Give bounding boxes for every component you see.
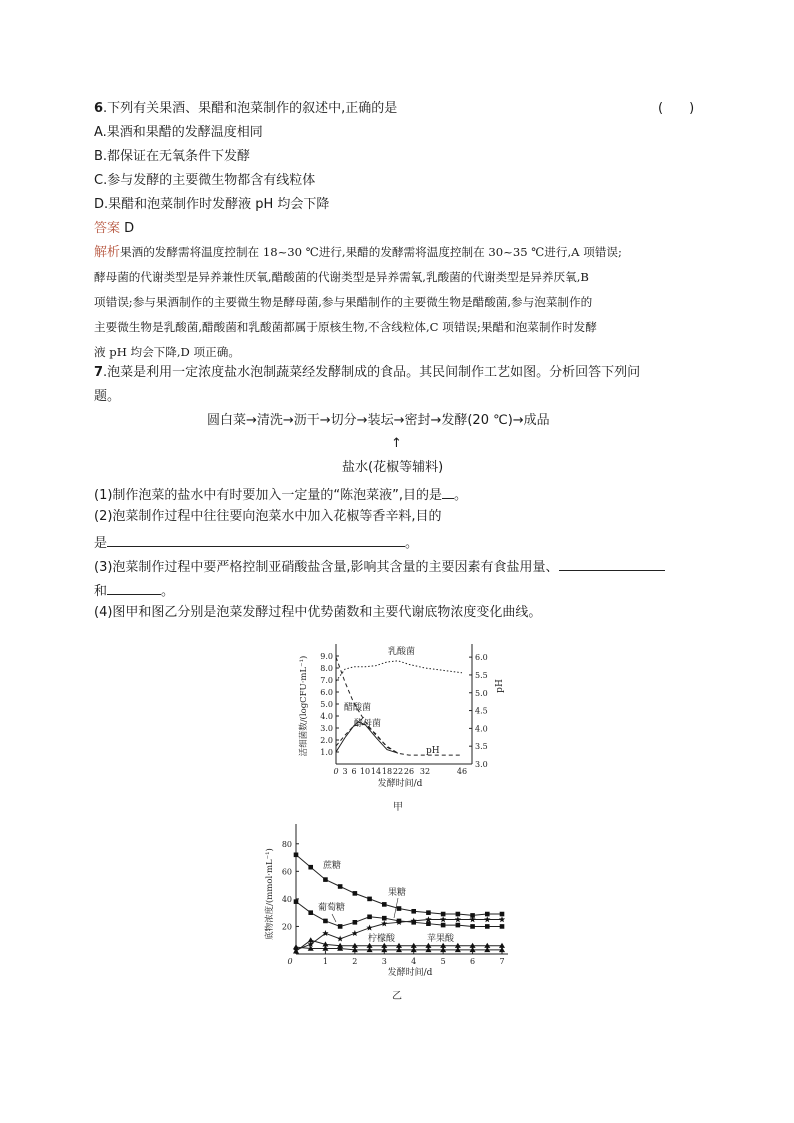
- y2-tick-label: 4.0: [475, 724, 488, 734]
- y-tick-label: 8.0: [320, 664, 333, 673]
- data-point: [440, 916, 446, 922]
- y-tick-label: 2.0: [320, 736, 333, 745]
- x-tick-label: 22: [392, 767, 404, 776]
- x-tick-label: 14: [370, 767, 382, 776]
- data-point: [367, 897, 372, 902]
- y2-tick-label: 4.5: [475, 706, 488, 716]
- q7-number: 7: [94, 365, 104, 380]
- answer-blank[interactable]: [559, 556, 665, 571]
- series-label: 乳酸菌: [388, 647, 416, 657]
- data-point: [338, 924, 343, 929]
- data-point: [352, 930, 358, 936]
- x-tick-label: 7: [499, 957, 505, 966]
- explanation-line: 项错误;参与果酒制作的主要微生物是酵母菌,参与果醋制作的主要微生物是醋酸菌,参与泡菜制作的: [94, 295, 593, 309]
- q7-sub2a: (2)泡菜制作过程中往往要向泡菜水中加入花椒等香辛料,目的: [94, 509, 442, 524]
- q6-stem-text: .下列有关果酒、果醋和泡菜制作的叙述中,正确的是: [103, 101, 398, 116]
- data-point: [366, 925, 372, 931]
- data-point: [353, 891, 358, 896]
- answer-label: 答案: [94, 221, 121, 236]
- data-point: [308, 865, 313, 870]
- x-tick-label: 6: [351, 767, 357, 776]
- q6-answer-paren: ( ): [658, 101, 695, 116]
- data-point: [500, 924, 505, 929]
- data-point: [426, 910, 431, 915]
- q6-option-d: D.果醋和泡菜制作时发酵液 pH 均会下降: [94, 197, 330, 212]
- data-point: [441, 912, 446, 917]
- y2-tick-label: 5.0: [475, 688, 488, 698]
- data-point: [338, 884, 343, 889]
- series-label: 苹果酸: [427, 934, 455, 944]
- data-point: [455, 916, 461, 922]
- data-point: [484, 916, 490, 922]
- data-point: [500, 912, 505, 917]
- data-point: [308, 910, 313, 915]
- brine-input: 盐水(花椒等辅料): [342, 460, 444, 475]
- y-tick-label: 40: [281, 894, 292, 904]
- data-point: [382, 902, 387, 907]
- answer-blank[interactable]: [107, 532, 405, 547]
- x-tick-label: 3: [342, 767, 348, 776]
- y-tick-label: 20: [281, 922, 292, 932]
- data-point: [294, 899, 299, 904]
- x-tick-label: 4: [411, 957, 417, 966]
- series-label: 柠檬酸: [368, 934, 396, 944]
- x-tick-label: 0: [333, 767, 339, 776]
- data-point: [382, 916, 387, 921]
- y2-tick-label: 5.5: [475, 670, 488, 680]
- series-label: 果糖: [388, 888, 407, 898]
- q6-option-b: B.都保证在无氧条件下发酵: [94, 149, 251, 164]
- y-tick-label: 4.0: [320, 712, 333, 721]
- data-point: [381, 920, 387, 926]
- figure-yi-chart: [260, 818, 520, 1004]
- x-tick-label: 5: [440, 957, 446, 966]
- q6-explanation: [94, 240, 700, 365]
- y2-tick-label: 3.0: [475, 760, 488, 769]
- x-tick-label: 46: [456, 767, 468, 776]
- data-point: [441, 923, 446, 928]
- series-label: 酵母菌: [354, 719, 382, 729]
- data-point: [470, 924, 475, 929]
- data-point: [499, 916, 505, 922]
- data-point: [485, 912, 490, 917]
- data-point: [426, 921, 431, 926]
- data-point: [323, 877, 328, 882]
- y-axis-title: 底物浓度/(mmol·mL⁻¹): [265, 848, 275, 940]
- series-line: [336, 661, 462, 681]
- explanation-line: 解析果酒的发酵需将温度控制在 18~30 ℃进行,果醋的发酵需将温度控制在 30~35 ℃进行,A 项错误;: [94, 245, 622, 260]
- x-tick-label: 2: [352, 957, 358, 966]
- data-point: [337, 936, 343, 942]
- data-point: [308, 937, 314, 942]
- data-point: [353, 920, 358, 925]
- series-label: 醋酸菌: [344, 703, 372, 713]
- figure-jia-chart: [296, 636, 520, 816]
- x-tick-label: 6: [470, 957, 476, 966]
- answer-blank[interactable]: [107, 580, 161, 595]
- x-tick-label: 1: [322, 957, 328, 966]
- y2-tick-label: 3.5: [475, 742, 488, 752]
- data-point: [397, 906, 402, 911]
- explanation-line: 液 pH 均会下降,D 项正确。: [94, 345, 240, 359]
- q7-sub3b: 和 。: [94, 580, 174, 601]
- x-tick-label: 18: [381, 767, 393, 776]
- x-tick-label: 26: [403, 767, 415, 776]
- data-point: [411, 909, 416, 914]
- figure-caption: 甲: [393, 802, 403, 813]
- q6-stem: [94, 100, 397, 118]
- figure-caption: 乙: [392, 991, 402, 1002]
- series-label: 葡萄糖: [318, 903, 346, 913]
- data-point: [456, 923, 461, 928]
- data-point: [323, 919, 328, 924]
- answer-blank[interactable]: [442, 484, 454, 499]
- process-flow: 圆白菜→清洗→沥干→切分→装坛→密封→发酵(20 ℃)→成品: [207, 413, 550, 428]
- x-tick-label: 32: [419, 767, 431, 776]
- y-tick-label: 5.0: [320, 700, 333, 709]
- data-point: [294, 853, 299, 858]
- series-label: pH: [426, 746, 440, 756]
- q6-number: 6: [94, 101, 104, 116]
- explanation-line: 酵母菌的代谢类型是异养兼性厌氧,醋酸菌的代谢类型是异养需氧,乳酸菌的代谢类型是异养厌氧,B: [94, 270, 589, 284]
- y-tick-label: 6.0: [320, 688, 333, 697]
- q7-sub1: (1)制作泡菜的盐水中有时要加入一定量的“陈泡菜液”,目的是 。: [94, 484, 467, 505]
- answer-value: D: [124, 221, 135, 236]
- explanation-line: 主要微生物是乳酸菌,醋酸菌和乳酸菌都属于原核生物,不含线粒体,C 项错误;果醋和泡菜制作时发酵: [94, 320, 597, 334]
- y-tick-label: 80: [281, 839, 292, 849]
- q7-stem-line1: 7.泡菜是利用一定浓度盐水泡制蔬菜经发酵制成的食品。其民间制作工艺如图。分析回答下列问: [94, 365, 641, 380]
- q7-sub2b: 是 。: [94, 532, 418, 553]
- data-point: [425, 916, 431, 922]
- q6-option-c: C.参与发酵的主要微生物都含有线粒体: [94, 173, 316, 188]
- series-label: 蔗糖: [323, 861, 342, 871]
- explanation-label: 解析: [94, 245, 121, 260]
- data-point: [293, 944, 299, 949]
- y-tick-label: 7.0: [320, 676, 333, 685]
- y-axis-title: 活细菌数/(logCFU·mL⁻¹): [299, 655, 309, 757]
- y-tick-label: 1.0: [320, 748, 333, 757]
- x-axis-title: 发酵时间/d: [387, 968, 433, 978]
- data-point: [456, 912, 461, 917]
- y-tick-label: 60: [281, 867, 292, 877]
- x-tick-label: 3: [381, 957, 387, 966]
- data-point: [485, 924, 490, 929]
- y2-tick-label: 6.0: [475, 653, 488, 663]
- x-tick-label: 0: [287, 957, 293, 966]
- y2-axis-title: pH: [495, 679, 505, 693]
- x-axis-title: 发酵时间/d: [377, 779, 423, 789]
- leader-line: [332, 914, 336, 922]
- q7-stem-line2: 题。: [94, 389, 121, 404]
- data-point: [367, 915, 372, 920]
- q7-sub4: (4)图甲和图乙分别是泡菜发酵过程中优势菌数和主要代谢底物浓度变化曲线。: [94, 605, 542, 620]
- q6-answer: [94, 220, 134, 238]
- y-tick-label: 9.0: [320, 652, 333, 661]
- q6-option-a: A.果酒和果醋的发酵温度相同: [94, 125, 263, 140]
- flow-up-arrow: ↑: [391, 436, 402, 451]
- q7-sub3a: (3)泡菜制作过程中要严格控制亚硝酸盐含量,影响其含量的主要因素有食盐用量、: [94, 556, 665, 577]
- y-tick-label: 3.0: [320, 724, 333, 733]
- x-tick-label: 10: [359, 767, 371, 776]
